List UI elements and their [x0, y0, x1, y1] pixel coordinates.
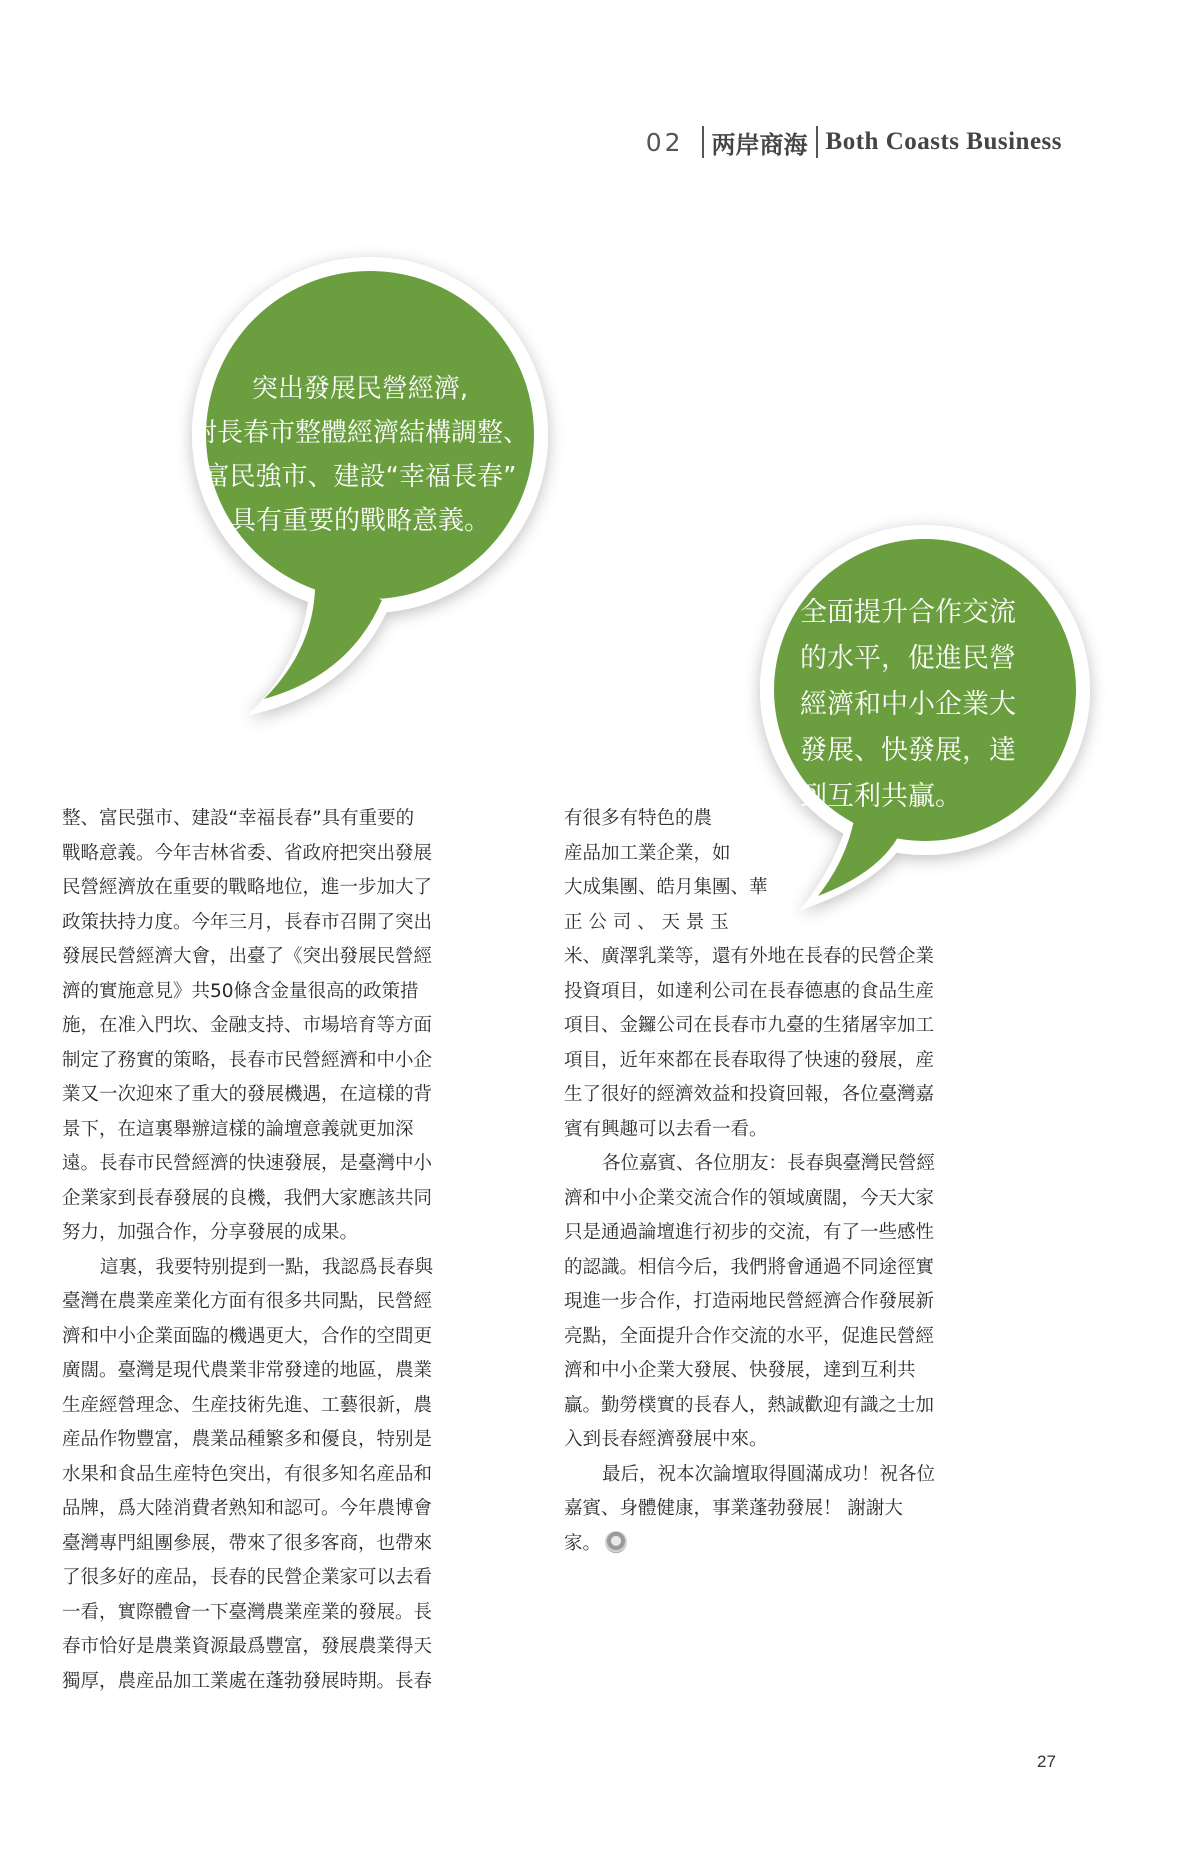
header-divider — [816, 126, 818, 158]
body-line: 遠。長春市民營經濟的快速發展，是臺灣中小 — [62, 1153, 433, 1174]
body-line: 亮點，全面提升合作交流的水平，促進民營經 — [564, 1325, 935, 1347]
body-column-right — [564, 802, 982, 1561]
body-line: 贏。勤勞樸實的長春人，熱誠歡迎有識之士加 — [564, 1394, 935, 1416]
end-line — [564, 1527, 982, 1562]
body-line: 戰略意義。今年吉林省委、省政府把突出發展 — [62, 842, 433, 864]
quote-line: 突出發展民營經濟, — [251, 374, 469, 404]
body-line: 産品作物豐富，農業品種繁多和優良，特别是 — [62, 1429, 433, 1450]
body-line: 民營經濟放在重要的戰略地位，進一步加大了 — [62, 877, 433, 898]
body-line: 只是通過論壇進行初步的交流，有了一些感性 — [564, 1222, 935, 1243]
section-title-en: Both Coasts Business — [825, 128, 1062, 155]
body-line: 有很多有特色的農 — [564, 808, 713, 829]
quote-line: 具有重要的戰略意義。 — [229, 506, 490, 536]
body-line: 了很多好的産品，長春的民營企業家可以去看 — [62, 1567, 433, 1588]
body-line: 品牌，爲大陸消費者熟知和認可。今年農博會 — [62, 1498, 433, 1519]
body-line: 項目、金鑼公司在長春市九臺的生猪屠宰加工 — [564, 1015, 935, 1036]
body-line: 整、富民强市、建設“幸福長春”具有重要的 — [62, 808, 415, 829]
end-mark-emblem-icon — [605, 1531, 627, 1553]
body-line: 春市恰好是農業資源最爲豐富，發展農業得天 — [62, 1636, 433, 1657]
body-line: 項目，近年來都在長春取得了快速的發展，産 — [564, 1049, 935, 1071]
body-line: 嘉賓、身體健康，事業蓬勃發展！ 謝謝大 — [564, 1498, 903, 1519]
body-line: 賓有興趣可以去看一看。 — [564, 1118, 768, 1140]
quote-line: 富民強市、建設“幸福長春” — [203, 462, 517, 492]
body-line: 最后，祝本次論壇取得圓滿成功！祝各位 — [602, 1463, 936, 1485]
body-line: 廣闊。臺灣是現代農業非常發達的地區，農業 — [62, 1360, 433, 1381]
body-line: 濟和中小企業大發展、快發展，達到互利共 — [564, 1360, 916, 1381]
pull-quote-bubble-1 — [160, 255, 600, 725]
body-line: 臺灣專門組團參展，帶來了很多客商，也帶來 — [62, 1532, 433, 1554]
quote-line: 到互利共贏。 — [800, 781, 962, 812]
body-line: 的認識。相信今后，我們將會通過不同途徑實 — [564, 1256, 935, 1278]
section-title-zh: 两岸商海 — [711, 129, 808, 159]
body-line: 濟和中小企業交流合作的領域廣闊，今天大家 — [564, 1187, 935, 1209]
quote-1-text — [180, 367, 540, 543]
body-line-text: 家。 — [564, 1532, 602, 1554]
body-line: 大成集團、皓月集團、華 — [564, 877, 768, 898]
quote-line: 全面提升合作交流 — [800, 597, 1016, 628]
quote-line: 的水平，促進民營 — [800, 643, 1016, 674]
body-line: 産品加工業企業，如 — [564, 842, 731, 864]
body-line: 濟和中小企業面臨的機遇更大，合作的空間更 — [62, 1325, 433, 1347]
section-header — [646, 122, 1062, 162]
body-line: 景下，在這裏舉辦這樣的論壇意義就更加深 — [62, 1118, 414, 1140]
quote-line: 對長春市整體經濟結構調整、 — [190, 418, 529, 448]
quote-line: 經濟和中小企業大 — [800, 689, 1016, 720]
body-line: 發展民營經濟大會，出臺了《突出發展民營經 — [62, 946, 433, 967]
body-line: 濟的實施意見》共50條含金量很高的政策措 — [62, 980, 419, 1002]
body-line: 政策扶持力度。今年三月，長春市召開了突出 — [62, 911, 433, 933]
body-line: 制定了務實的策略，長春市民營經濟和中小企 — [62, 1049, 433, 1071]
page-number: 27 — [1037, 1752, 1056, 1771]
body-line: 這裏，我要特别提到一點，我認爲長春與 — [100, 1256, 434, 1278]
body-line: 努力，加强合作，分享發展的成果。 — [62, 1222, 359, 1243]
body-line: 施，在准入門坎、金融支持、市場培育等方面 — [62, 1015, 433, 1036]
body-line: 水果和食品生産特色突出，有很多知名産品和 — [62, 1463, 433, 1485]
header-divider — [702, 126, 704, 158]
body-line: 企業家到長春發展的良機，我們大家應該共同 — [62, 1187, 433, 1209]
body-line: 業又一次迎來了重大的發展機遇，在這樣的背 — [62, 1084, 433, 1105]
body-line: 現進一步合作，打造兩地民營經濟合作發展新 — [564, 1291, 935, 1312]
body-column-left — [62, 802, 482, 1699]
section-number: 02 — [645, 127, 684, 157]
body-line: 各位嘉賓、各位朋友：長春與臺灣民營經 — [602, 1153, 936, 1174]
body-line: 生了很好的經濟效益和投資回報，各位臺灣嘉 — [564, 1084, 935, 1105]
body-line: 一看，實際體會一下臺灣農業産業的發展。長 — [62, 1601, 433, 1623]
body-line: 正 公 司 、 天 景 玉 — [564, 911, 729, 933]
body-line: 生産經營理念、生産技術先進、工藝很新，農 — [62, 1394, 433, 1416]
body-line: 獨厚，農産品加工業處在蓬勃發展時期。長春 — [62, 1670, 433, 1692]
body-line: 米、廣澤乳業等，還有外地在長春的民營企業 — [564, 946, 935, 967]
body-line: 入到長春經濟發展中來。 — [564, 1429, 768, 1450]
quote-line: 發展、快發展，達 — [800, 735, 1016, 766]
body-line: 臺灣在農業産業化方面有很多共同點，民營經 — [62, 1291, 433, 1312]
body-line: 投資項目，如達利公司在長春德惠的食品生産 — [564, 980, 935, 1002]
quote-2-text — [800, 590, 1040, 820]
